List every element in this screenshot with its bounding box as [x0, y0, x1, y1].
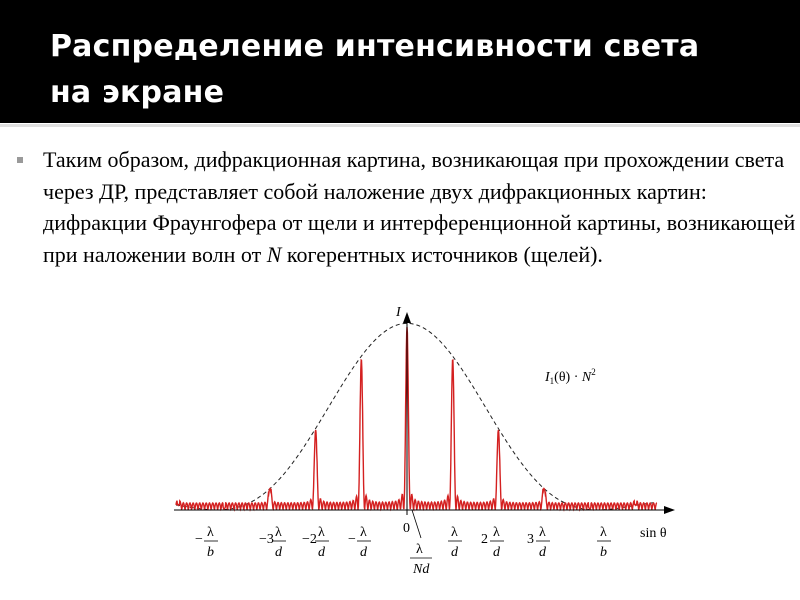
- envelope-label-func: I: [545, 370, 550, 385]
- y-axis-arrow-icon: [403, 312, 411, 323]
- min-tick-lambda: λ: [416, 542, 423, 557]
- tick-2-prefix: −2: [302, 532, 317, 547]
- tick-3-lambda: λ: [360, 525, 367, 540]
- y-axis-label: I: [396, 305, 401, 320]
- tick-5-denominator: d: [493, 545, 500, 560]
- envelope-curve: [176, 323, 656, 510]
- tick-5-lambda: λ: [493, 525, 500, 540]
- tick-3-prefix: −: [348, 532, 356, 547]
- tick-0-denominator: b: [207, 545, 214, 560]
- tick-7-denominator: b: [600, 545, 607, 560]
- tick-1-denominator: d: [275, 545, 282, 560]
- origin-label: 0: [403, 521, 410, 536]
- tick-0-lambda: λ: [207, 525, 214, 540]
- min-tick-pointer: [412, 510, 421, 538]
- intensity-curve: [176, 327, 657, 510]
- tick-1-prefix: −3: [259, 532, 274, 547]
- paragraph-text-2: когерентных источников (щелей).: [281, 241, 603, 267]
- tick-0-prefix: −: [195, 532, 203, 547]
- tick-4-denominator: d: [451, 545, 458, 560]
- envelope-label-n: N: [581, 370, 592, 385]
- tick-6-denominator: d: [539, 545, 546, 560]
- tick-6-lambda: λ: [539, 525, 546, 540]
- slide-title-line-2: на экране: [50, 75, 225, 110]
- paragraph-text-1: Таким образом, дифракционная картина, возникающая при прохождении света через ДР, представляет собой наложение двух дифракционных картин: дифракции Фраунгофера от щели и интерференционной картины, возникающей при наложении волн от: [43, 147, 796, 267]
- paragraph-variable-n: N: [266, 241, 282, 267]
- slide-title-line-1: Распределение интенсивности света: [50, 29, 700, 64]
- tick-1-lambda: λ: [275, 525, 282, 540]
- envelope-label-arg: (θ) ·: [554, 370, 582, 385]
- tick-5-prefix: 2: [481, 532, 488, 547]
- tick-7-lambda: λ: [600, 525, 607, 540]
- tick-4-lambda: λ: [451, 525, 458, 540]
- min-tick-denominator: Nd: [413, 562, 430, 577]
- tick-2-denominator: d: [318, 545, 325, 560]
- envelope-label: [544, 367, 596, 386]
- tick-6-prefix: 3: [527, 532, 534, 547]
- x-axis-label: sin θ: [640, 526, 667, 541]
- envelope-label-exp: 2: [591, 367, 596, 377]
- x-axis-arrow-icon: [664, 506, 675, 514]
- tick-3-denominator: d: [360, 545, 367, 560]
- tick-2-lambda: λ: [318, 525, 325, 540]
- envelope-label-sub: 1: [549, 376, 555, 386]
